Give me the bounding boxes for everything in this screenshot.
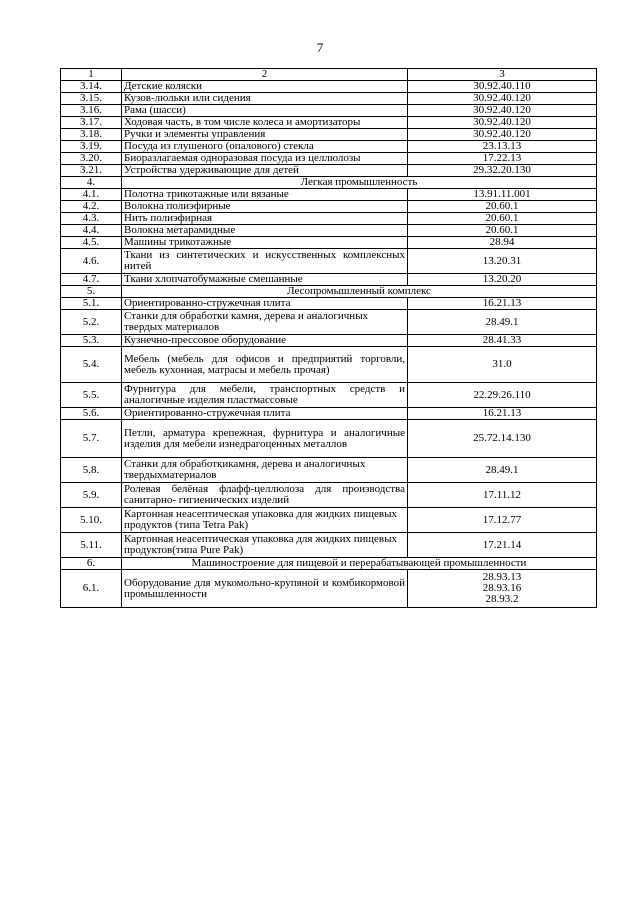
row-name: Ориентированно-стружечная плита — [122, 408, 408, 420]
row-code: 28.94 — [408, 237, 597, 249]
row-code: 17.11.12 — [408, 483, 597, 508]
row-code: 25.72.14.130 — [408, 420, 597, 458]
row-code: 28.93.16 — [482, 582, 522, 594]
table-row — [61, 298, 597, 310]
row-codes — [408, 570, 597, 608]
row-name: Кузнечно-прессовое оборудование — [122, 335, 408, 347]
table-row — [61, 237, 597, 249]
products-table — [60, 68, 597, 608]
section-row — [61, 286, 597, 298]
row-name: Ткани из синтетических и искусственных комплексных нитей — [122, 249, 408, 274]
table-row — [61, 93, 597, 105]
row-code: 28.93.13 — [482, 571, 522, 583]
table-row — [61, 153, 597, 165]
row-name: Детские коляски — [122, 81, 408, 93]
row-number: 5.5. — [61, 383, 122, 408]
section-title: Машиностроение для пищевой и перерабатывающей промышленности — [122, 558, 597, 570]
row-name: Полотна трикотажные или вязаные — [122, 189, 408, 201]
row-code: 13.20.20 — [408, 274, 597, 286]
row-name: Ориентированно-стружечная плита — [122, 298, 408, 310]
table-row — [61, 483, 597, 508]
row-number: 3.15. — [61, 93, 122, 105]
row-code: 30.92.40.120 — [408, 105, 597, 117]
section-number: 5. — [61, 286, 122, 298]
row-name: Устройства удерживающие для детей — [122, 165, 408, 177]
row-name: Картонная неасептическая упаковка для жидких пищевых продуктов(типа Pure Pak) — [122, 533, 408, 558]
row-name: Волокна полиэфирные — [122, 201, 408, 213]
page-number: 7 — [316, 40, 324, 55]
table-row — [61, 249, 597, 274]
table-row — [61, 335, 597, 347]
row-name: Станки для обработки камня, дерева и аналогичных твердых материалов — [122, 310, 408, 335]
row-name: Ткани хлопчатобумажные смешанные — [122, 274, 408, 286]
table-row — [61, 383, 597, 408]
row-name: Волокна метарамидные — [122, 225, 408, 237]
row-code: 20.60.1 — [408, 225, 597, 237]
row-name: Биоразлагаемая одноразовая посуда из целлюлозы — [122, 153, 408, 165]
table-row — [61, 310, 597, 335]
row-name: Ручки и элементы управления — [122, 129, 408, 141]
row-name: Картонная неасептическая упаковка для жидких пищевых продуктов (типа Tetra Pak) — [122, 508, 408, 533]
table-row — [61, 533, 597, 558]
row-code: 30.92.40.120 — [408, 93, 597, 105]
row-number: 3.21. — [61, 165, 122, 177]
section-title: Лесопромышленный комплекс — [122, 286, 597, 298]
row-code: 23.13.13 — [408, 141, 597, 153]
row-number: 4.3. — [61, 213, 122, 225]
row-number: 6.1. — [61, 570, 122, 608]
row-code: 17.22.13 — [408, 153, 597, 165]
row-number: 4.1. — [61, 189, 122, 201]
row-name: Петли, арматура крепежная, фурнитура и аналогичные изделия для мебели изнедрагоценных металлов — [122, 420, 408, 458]
section-title: Легкая промышленность — [122, 177, 597, 189]
row-code: 16.21.13 — [408, 298, 597, 310]
row-code: 30.92.40.110 — [408, 81, 597, 93]
row-code: 28.49.1 — [408, 458, 597, 483]
row-number: 5.10. — [61, 508, 122, 533]
row-name: Рама (шасси) — [122, 105, 408, 117]
row-name: Посуда из глушеного (опалового) стекла — [122, 141, 408, 153]
table-row — [61, 570, 597, 608]
row-code: 29.32.20.130 — [408, 165, 597, 177]
header-cell: 3 — [408, 69, 597, 81]
row-name: Нить полиэфирная — [122, 213, 408, 225]
table-row — [61, 165, 597, 177]
table-row — [61, 274, 597, 286]
row-number: 5.4. — [61, 347, 122, 383]
row-number: 5.3. — [61, 335, 122, 347]
row-code: 13.91.11.001 — [408, 189, 597, 201]
row-number: 3.17. — [61, 117, 122, 129]
row-code: 28.41.33 — [408, 335, 597, 347]
section-number: 6. — [61, 558, 122, 570]
row-number: 4.6. — [61, 249, 122, 274]
row-code: 13.20.31 — [408, 249, 597, 274]
table-row — [61, 141, 597, 153]
row-number: 5.11. — [61, 533, 122, 558]
row-number: 3.16. — [61, 105, 122, 117]
row-number: 4.5. — [61, 237, 122, 249]
row-number: 4.4. — [61, 225, 122, 237]
table-row — [61, 347, 597, 383]
row-number: 5.1. — [61, 298, 122, 310]
row-name: Станки для обработкикамня, дерева и аналогичных твердыхматериалов — [122, 458, 408, 483]
table-row — [61, 225, 597, 237]
table-row — [61, 420, 597, 458]
table-header-row — [61, 69, 597, 81]
row-code: 17.21.14 — [408, 533, 597, 558]
table-row — [61, 105, 597, 117]
table-row — [61, 81, 597, 93]
row-number: 3.19. — [61, 141, 122, 153]
table-row — [61, 408, 597, 420]
row-number: 3.14. — [61, 81, 122, 93]
row-number: 4.2. — [61, 201, 122, 213]
row-number: 4.7. — [61, 274, 122, 286]
row-code: 16.21.13 — [408, 408, 597, 420]
row-name: Машины трикотажные — [122, 237, 408, 249]
table-row — [61, 458, 597, 483]
header-cell: 2 — [122, 69, 408, 81]
row-code: 22.29.26.110 — [408, 383, 597, 408]
row-code: 30.92.40.120 — [408, 129, 597, 141]
row-name: Ходовая часть, в том числе колеса и амортизаторы — [122, 117, 408, 129]
table-row — [61, 189, 597, 201]
section-row — [61, 177, 597, 189]
header-cell: 1 — [61, 69, 122, 81]
row-code: 31.0 — [408, 347, 597, 383]
table-row — [61, 201, 597, 213]
row-number: 5.7. — [61, 420, 122, 458]
table-row — [61, 213, 597, 225]
row-code: 28.49.1 — [408, 310, 597, 335]
row-code: 30.92.40.120 — [408, 117, 597, 129]
row-number: 3.20. — [61, 153, 122, 165]
row-name: Мебель (мебель для офисов и предприятий торговли, мебель кухонная, матрасы и мебель прочая) — [122, 347, 408, 383]
row-name: Кузов-люльки или сидения — [122, 93, 408, 105]
row-code: 17.12.77 — [408, 508, 597, 533]
row-number: 5.8. — [61, 458, 122, 483]
section-row — [61, 558, 597, 570]
table-row — [61, 117, 597, 129]
row-number: 5.9. — [61, 483, 122, 508]
table-row — [61, 129, 597, 141]
row-name: Оборудование для мукомольно-крупяной и комбикормовой промышленности — [122, 570, 408, 608]
row-number: 5.2. — [61, 310, 122, 335]
row-name: Фурнитура для мебели, транспортных средств и аналогичные изделия пластмассовые — [122, 383, 408, 408]
row-number: 3.18. — [61, 129, 122, 141]
row-name: Ролевая белёная флафф-целлюлоза для производства санитарно- гигиенических изделий — [122, 483, 408, 508]
row-code: 20.60.1 — [408, 213, 597, 225]
row-code: 28.93.2 — [485, 593, 519, 605]
table-row — [61, 508, 597, 533]
section-number: 4. — [61, 177, 122, 189]
row-code: 20.60.1 — [408, 201, 597, 213]
row-number: 5.6. — [61, 408, 122, 420]
